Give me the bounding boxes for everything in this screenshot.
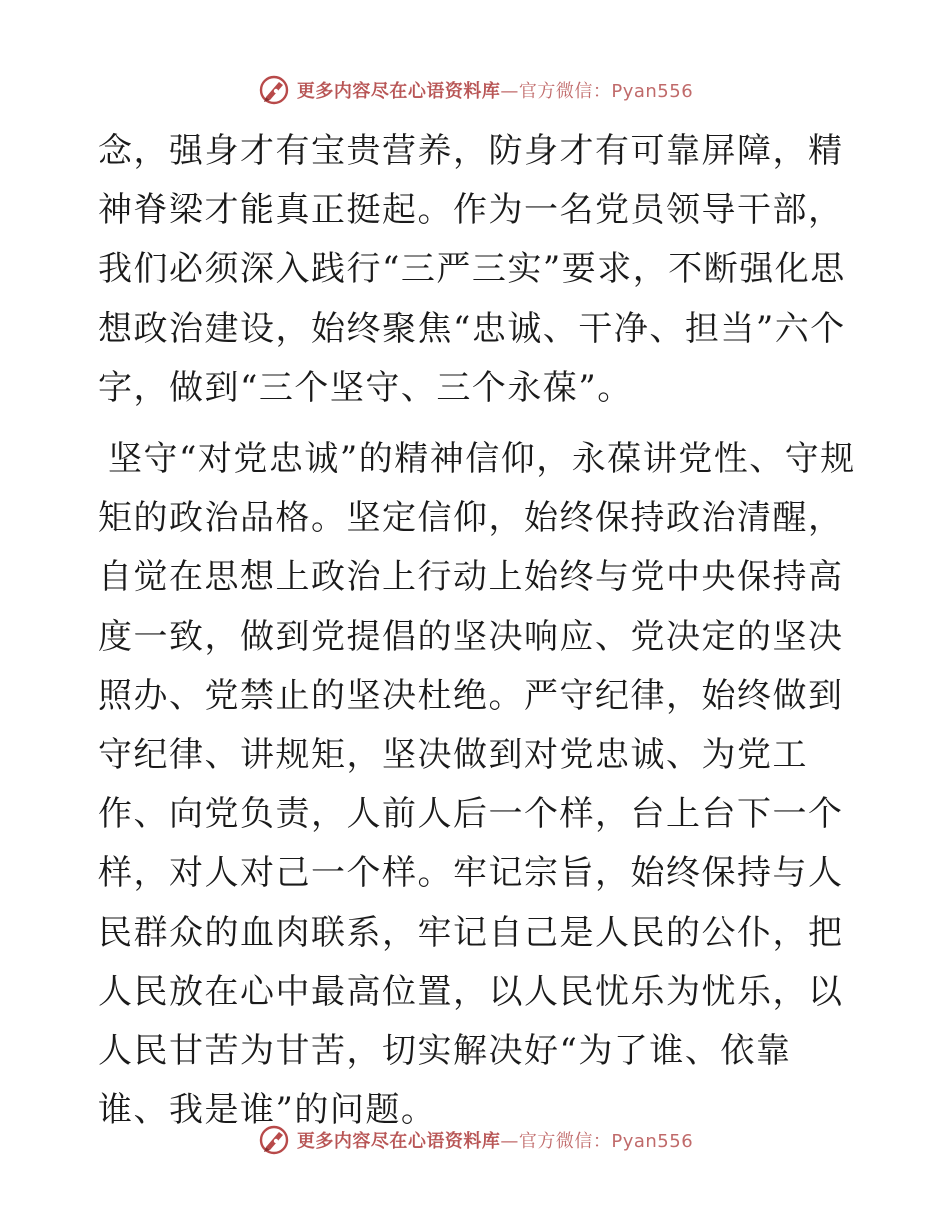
- header-banner-tail: —官方微信：Pyan556: [500, 81, 694, 102]
- footer-banner-tail: —官方微信：Pyan556: [500, 1131, 694, 1152]
- header-banner: [0, 70, 950, 110]
- pen-circle-logo-icon: [257, 1123, 291, 1157]
- header-banner-text: [297, 77, 693, 103]
- footer-banner-lead: 更多内容尽在心语资料库: [296, 1131, 501, 1152]
- footer-banner-text: [297, 1127, 693, 1153]
- document-body: [98, 122, 858, 1140]
- header-banner-lead: 更多内容尽在心语资料库: [296, 81, 501, 102]
- body-paragraph-1: 念，强身才有宝贵营养，防身才有可靠屏障，精神脊梁才能真正挺起。作为一名党员领导干部，我们必须深入践行“三严三实”要求，不断强化思想政治建设，始终聚焦“忠诚、干净、担当”六个字，做到“三个坚守、三个永葆”。: [98, 131, 846, 408]
- pen-circle-logo-icon: [257, 73, 291, 107]
- header-banner-inner: [257, 73, 693, 107]
- body-paragraph-2: 坚守“对党忠诚”的精神信仰，永葆讲党性、守规矩的政治品格。坚定信仰，始终保持政治清醒，自觉在思想上政治上行动上始终与党中央保持高度一致，做到党提倡的坚决响应、党决定的坚决照办、党禁止的坚决杜绝。严守纪律，始终做到守纪律、讲规矩，坚决做到对党忠诚、为党工作、向党负责，人前人后一个样，台上台下一个样，对人对己一个样。牢记宗旨，始终保持与人民群众的血肉联系，牢记自己是人民的公仆，把人民放在心中最高位置，以人民忧乐为忧乐，以人民甘苦为甘苦，切实解决好“为了谁、依靠谁、我是谁”的问题。: [98, 439, 856, 1131]
- footer-banner-inner: [257, 1123, 693, 1157]
- footer-banner: [0, 1120, 950, 1160]
